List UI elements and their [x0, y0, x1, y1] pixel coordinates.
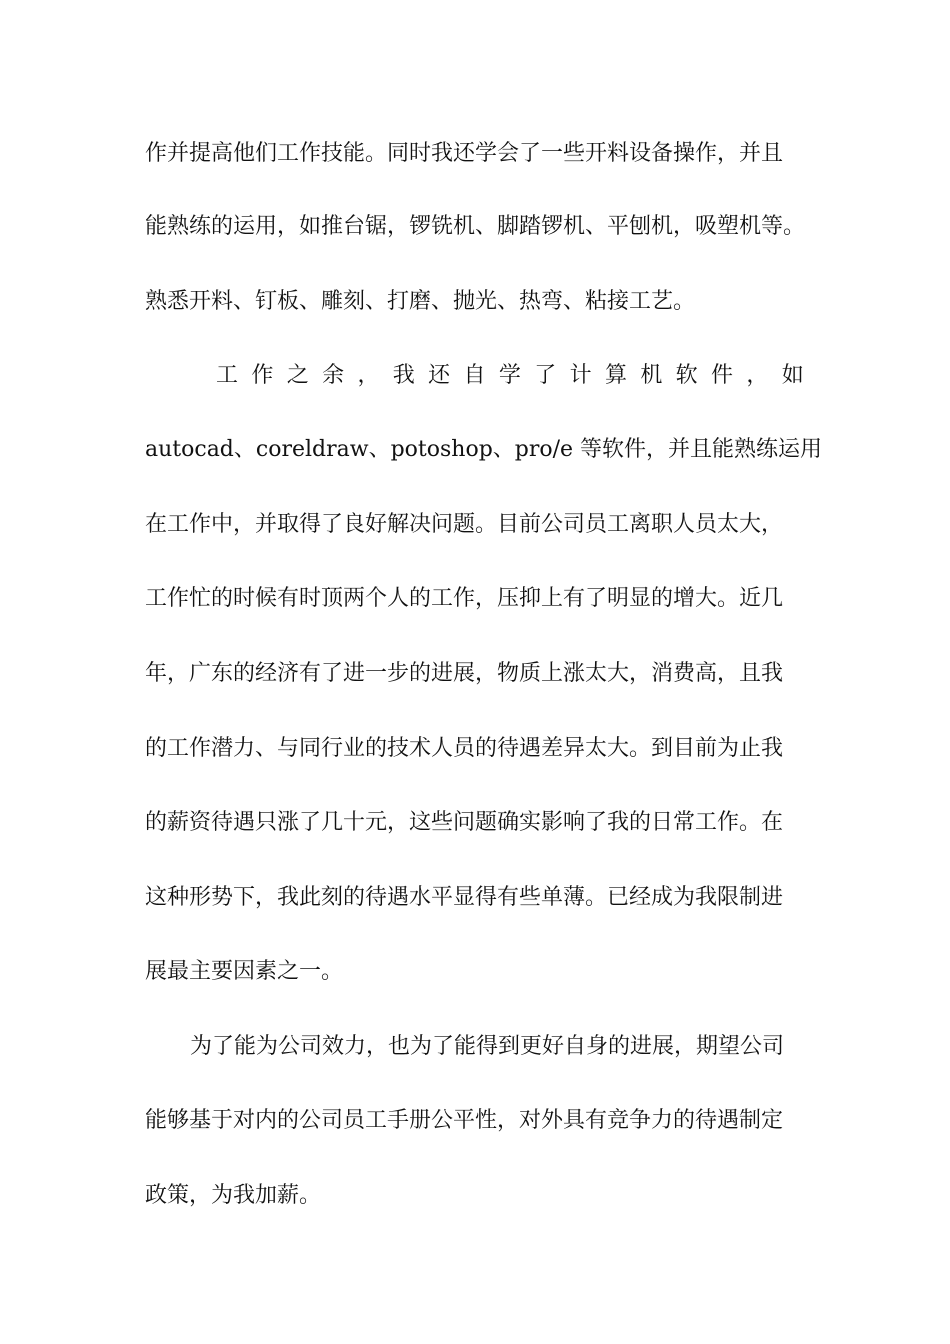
char: 了	[534, 363, 557, 388]
text-line: autocad、coreldraw、potoshop、pro/e 等软件，并且能熟练运用	[145, 437, 823, 462]
char: 工	[216, 363, 239, 388]
text-line: 的工作潜力、与同行业的技术人员的待遇差异太大。到目前为止我	[145, 736, 784, 761]
char: 作	[251, 363, 274, 388]
char: 计	[569, 363, 592, 388]
text-line: 在工作中，并取得了良好解决问题。目前公司员工离职人员太大，	[145, 512, 784, 537]
char: 软	[675, 363, 698, 388]
text-line: 政策，为我加薪。	[145, 1183, 322, 1208]
text-line: 作并提高他们工作技能。同时我还学会了一些开料设备操作，并且	[145, 141, 784, 166]
text-line: 的薪资待遇只涨了几十元，这些问题确实影响了我的日常工作。在	[145, 810, 784, 835]
text-line: 年，广东的经济有了进一步的进展，物质上涨太大，消费高，且我	[145, 661, 784, 686]
char: 我	[392, 363, 415, 388]
char: 机	[640, 363, 663, 388]
text-line: 工作忙的时候有时顶两个人的工作，压抑上有了明显的增大。近几	[145, 586, 784, 611]
char: ，	[746, 363, 769, 388]
text-line: 为了能为公司效力，也为了能得到更好自身的进展，期望公司	[190, 1034, 785, 1059]
char: ，	[357, 363, 380, 388]
text-line: 这种形势下，我此刻的待遇水平显得有些单薄。已经成为我限制进	[145, 885, 784, 910]
char: 如	[781, 363, 804, 388]
text-line: 能够基于对内的公司员工手册公平性，对外具有竞争力的待遇制定	[145, 1108, 784, 1133]
text-line: 展最主要因素之一。	[145, 959, 344, 984]
char: 余	[322, 363, 345, 388]
text-line: 能熟练的运用，如推台锯，锣铣机、脚踏锣机、平刨机，吸塑机等。	[145, 214, 806, 239]
char: 算	[604, 363, 627, 388]
paragraph-start-line	[216, 361, 804, 391]
char: 学	[498, 363, 521, 388]
text-line: 熟悉开料、钉板、雕刻、打磨、抛光、热弯、粘接工艺。	[145, 289, 696, 314]
char: 还	[428, 363, 451, 388]
char: 自	[463, 363, 486, 388]
char: 之	[286, 363, 309, 388]
char: 件	[711, 363, 734, 388]
